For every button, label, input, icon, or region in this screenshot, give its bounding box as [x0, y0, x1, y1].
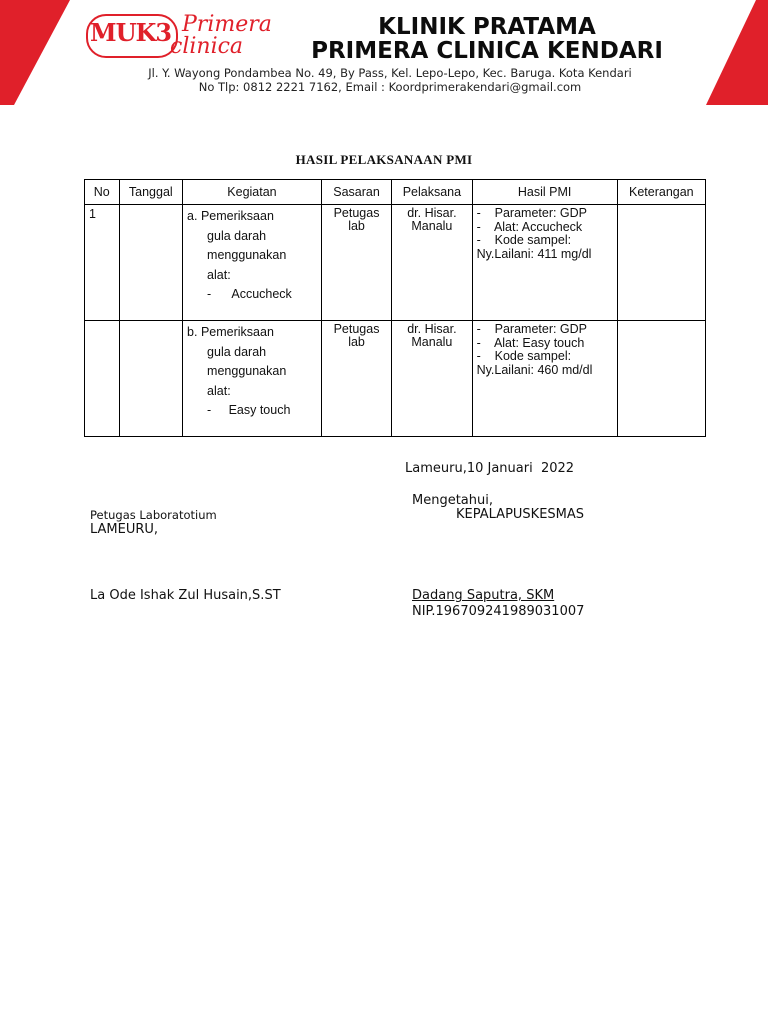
- kegiatan-sub-item: - Accucheck: [207, 287, 292, 301]
- kegiatan-marker: a.: [187, 209, 198, 223]
- kegiatan-line: gula darah: [207, 344, 267, 359]
- kegiatan-line: alat:: [207, 383, 231, 398]
- clinic-address: Jl. Y. Wayong Pondambea No. 49, By Pass, Kel. Lepo-Lepo, Kec. Baruga. Kota Kendari: [148, 66, 632, 80]
- signature-date: Lameuru,10 Januari 2022: [405, 461, 575, 476]
- hasil-line: Ny.Lailani: 411 mg/dl: [476, 246, 592, 261]
- logo-word-clinica: clinica: [170, 34, 244, 59]
- kegiatan-line: menggunakan: [207, 364, 287, 378]
- logo-mark-text: MUK3: [90, 18, 172, 47]
- kegiatan-line: menggunakan: [207, 248, 287, 262]
- hasil-line: - Kode sampel:: [476, 233, 572, 247]
- cell-no: 1: [85, 205, 120, 321]
- logo-word-primera: Primera: [182, 12, 272, 37]
- cell-pelaksana: dr. Hisar. Manalu: [392, 205, 472, 321]
- head-name: Dadang Saputra, SKM: [412, 588, 555, 603]
- lab-officer-title: Petugas Laboratotium: [90, 508, 217, 522]
- hasil-line: - Parameter: GDP: [476, 206, 588, 220]
- cell-sasaran: Petugas lab: [321, 321, 391, 437]
- header-no: No: [85, 180, 120, 205]
- kegiatan-line: gula darah: [207, 228, 267, 243]
- cell-sasaran: Petugas lab: [321, 205, 391, 321]
- kegiatan-line: alat:: [207, 267, 231, 282]
- header-tanggal: Tanggal: [119, 180, 183, 205]
- kegiatan-text: Pemeriksaan: [200, 325, 274, 339]
- cell-keterangan: [617, 205, 705, 321]
- cell-pelaksana: dr. Hisar. Manalu: [392, 321, 472, 437]
- table-row: [85, 321, 706, 437]
- header-sasaran: Sasaran: [321, 180, 391, 205]
- kegiatan-text: Pemeriksaan: [200, 209, 274, 223]
- kegiatan-marker: b.: [187, 325, 198, 339]
- table-row: [85, 205, 706, 321]
- cell-tanggal: [119, 205, 183, 321]
- cell-kegiatan: [183, 205, 322, 321]
- header-hasil-pmi: Hasil PMI: [472, 180, 617, 205]
- hasil-line: - Alat: Accucheck: [476, 219, 583, 234]
- kegiatan-line: [187, 323, 317, 343]
- document-title: HASIL PELAKSANAAN PMI: [295, 152, 473, 167]
- cell-keterangan: [617, 321, 705, 437]
- kegiatan-sub-item: - Easy touch: [207, 403, 291, 417]
- lab-officer-name: La Ode Ishak Zul Husain,S.ST: [90, 588, 281, 603]
- pmi-results-table: [84, 179, 706, 437]
- clinic-title-line2: PRIMERA CLINICA KENDARI: [311, 38, 663, 64]
- hasil-line: Ny.Lailani: 460 md/dl: [476, 362, 593, 377]
- hasil-line: - Parameter: GDP: [476, 322, 588, 336]
- red-corner-right-decoration: [706, 0, 768, 105]
- cell-no: [85, 321, 120, 437]
- location-label: LAMEURU,: [90, 522, 159, 537]
- cell-kegiatan: [183, 321, 322, 437]
- header-keterangan: Keterangan: [617, 180, 705, 205]
- cell-hasil-pmi: [472, 321, 617, 437]
- header-kegiatan: Kegiatan: [183, 180, 322, 205]
- head-nip: NIP.196709241989031007: [412, 604, 585, 619]
- table-header-row: [85, 180, 706, 205]
- red-corner-left-decoration: [0, 0, 70, 105]
- kegiatan-line: [187, 207, 317, 227]
- cell-hasil-pmi: [472, 205, 617, 321]
- hasil-line: - Alat: Easy touch: [476, 335, 585, 350]
- clinic-logo: [86, 12, 296, 62]
- cell-tanggal: [119, 321, 183, 437]
- header-pelaksana: Pelaksana: [392, 180, 472, 205]
- head-title: KEPALAPUSKESMAS: [456, 507, 585, 522]
- hasil-line: - Kode sampel:: [476, 349, 572, 363]
- acknowledged-label: Mengetahui,: [412, 493, 493, 508]
- clinic-contact: No Tlp: 0812 2221 7162, Email : Koordprimerakendari@gmail.com: [198, 80, 582, 94]
- clinic-title-line1: KLINIK PRATAMA: [378, 14, 596, 40]
